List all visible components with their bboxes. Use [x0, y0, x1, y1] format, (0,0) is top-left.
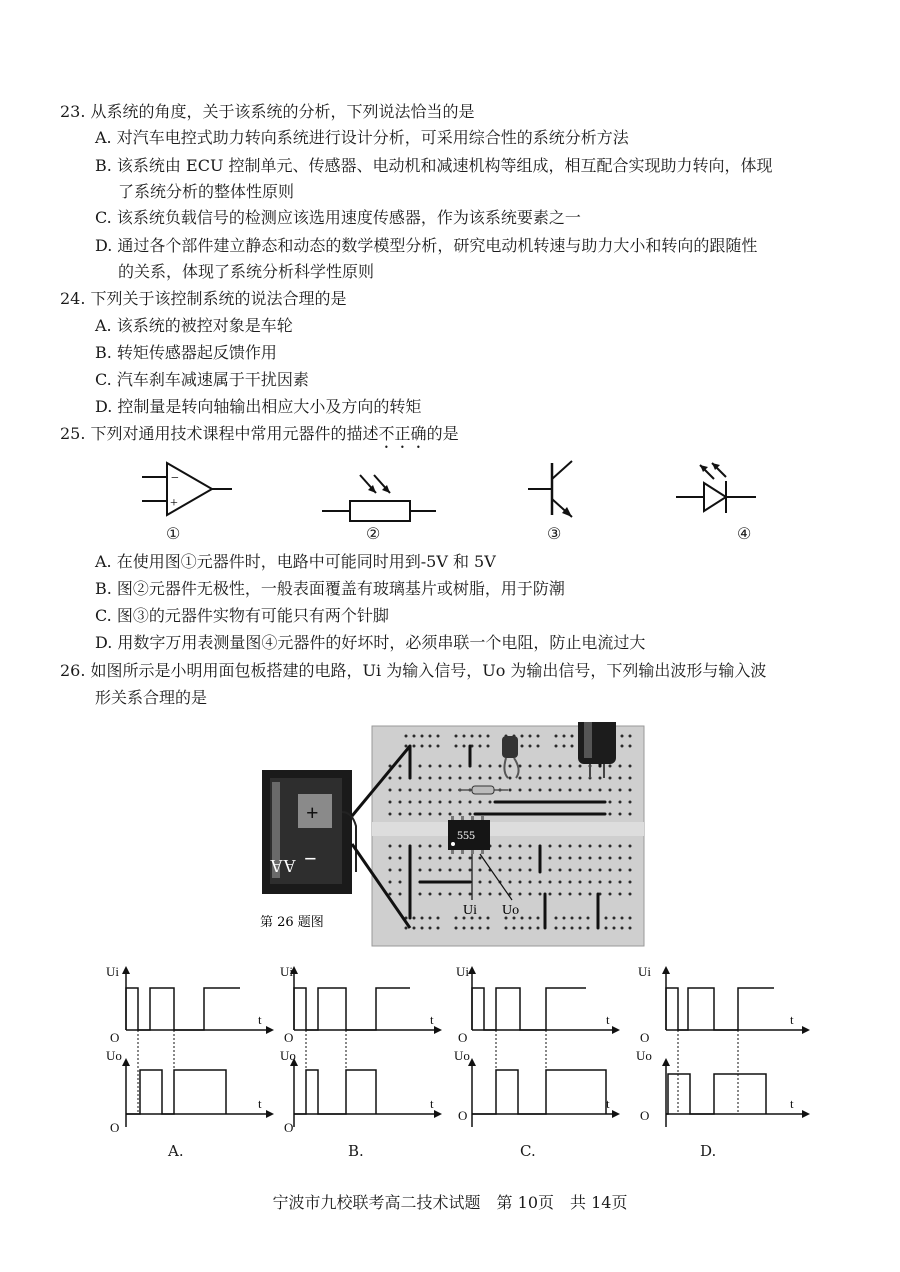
- q25-option-d: D. 用数字万用表测量图④元器件的好坏时，必须串联一个电阻，防止电流过大: [95, 633, 646, 652]
- wave-a-t1: t: [258, 1012, 262, 1027]
- wave-c-o2: O: [458, 1108, 468, 1123]
- wave-c-ui: Ui: [456, 964, 469, 979]
- waveform-option-d: [662, 966, 810, 1127]
- symbol-label-3: ③: [547, 524, 562, 543]
- wave-a-o1: O: [110, 1030, 120, 1045]
- wave-c-o1: O: [458, 1030, 468, 1045]
- q25-stem-after: 的是: [426, 424, 459, 443]
- waveform-option-b: [290, 966, 442, 1127]
- wave-c-t2: t: [606, 1096, 610, 1111]
- symbol-label-2: ②: [366, 524, 381, 543]
- q25-option-c: C. 图③的元器件实物有可能只有两个针脚: [95, 606, 389, 625]
- choice-label-d: D.: [700, 1142, 717, 1160]
- battery-minus: −: [304, 846, 317, 871]
- q23-option-b-cont: 了系统分析的整体性原则: [118, 182, 295, 201]
- battery-plus: +: [306, 800, 319, 825]
- wave-b-o2: O: [284, 1120, 294, 1135]
- q24-option-d: D. 控制量是转向轴输出相应大小及方向的转矩: [95, 397, 422, 416]
- waveform-choices: [100, 962, 820, 1137]
- wave-a-ui: Ui: [106, 964, 119, 979]
- opamp-symbol-icon: [142, 463, 232, 515]
- choice-label-a: A.: [168, 1142, 184, 1160]
- opamp-plus: +: [170, 496, 178, 511]
- wave-d-o1: O: [640, 1030, 650, 1045]
- q25-symbols: [130, 455, 770, 545]
- wave-c-t1: t: [606, 1012, 610, 1027]
- bb-ui-label: Ui: [463, 903, 477, 918]
- q25-stem-before: 25. 下列对通用技术课程中常用元器件的描述: [60, 424, 379, 443]
- wave-a-uo: Uo: [106, 1048, 122, 1063]
- figure-caption: 第 26 题图: [260, 915, 324, 930]
- transistor-symbol-icon: [528, 461, 572, 517]
- battery-holder: [262, 770, 356, 894]
- waveform-option-c: [468, 966, 620, 1127]
- q23-option-c: C. 该系统负载信号的检测应该选用速度传感器，作为该系统要素之一: [95, 208, 581, 227]
- q23-option-a: A. 对汽车电控式助力转向系统进行设计分析，可采用综合性的系统分析方法: [95, 128, 629, 147]
- wave-d-uo: Uo: [636, 1048, 652, 1063]
- wave-b-uo: Uo: [280, 1048, 296, 1063]
- waveform-option-a: [122, 966, 274, 1127]
- wave-d-t2: t: [790, 1096, 794, 1111]
- q23-option-b: B. 该系统由 ECU 控制单元、传感器、电动机和减速机构等组成，相互配合实现助力转向，体现: [95, 156, 773, 175]
- wave-b-ui: Ui: [280, 964, 293, 979]
- bb-uo-label: Uo: [502, 903, 520, 918]
- led-symbol-icon: [676, 463, 756, 513]
- wave-b-t2: t: [430, 1096, 434, 1111]
- symbol-label-1: ①: [166, 524, 181, 543]
- q25-stem: [60, 423, 459, 452]
- wave-d-t1: t: [790, 1012, 794, 1027]
- battery-label: AA: [270, 856, 296, 876]
- q23-option-d-cont: 的关系，体现了系统分析科学性原则: [118, 262, 375, 281]
- photoresistor-symbol-icon: [322, 475, 436, 521]
- wave-a-o2: O: [110, 1120, 120, 1135]
- chip-label: 555: [457, 828, 475, 842]
- waveform-labels: [106, 964, 794, 1135]
- q26-stem: 26. 如图所示是小明用面包板搭建的电路，Ui 为输入信号，Uo 为输出信号，下列输出波形与输入波: [60, 661, 767, 680]
- q23-option-d: D. 通过各个部件建立静态和动态的数学模型分析，研究电动机转速与助力大小和转向的跟随性: [95, 236, 758, 255]
- page-footer: 宁波市九校联考高二技术试题 第 10页 共 14页: [272, 1193, 628, 1212]
- symbol-label-4: ④: [737, 524, 752, 543]
- q24-option-a: A. 该系统的被控对象是车轮: [95, 316, 293, 335]
- q24-option-c: C. 汽车刹车减速属于干扰因素: [95, 370, 309, 389]
- q24-stem: 24. 下列关于该控制系统的说法合理的是: [60, 289, 347, 308]
- wave-a-t2: t: [258, 1096, 262, 1111]
- wave-c-uo: Uo: [454, 1048, 470, 1063]
- choice-label-b: B.: [348, 1142, 364, 1160]
- q23-stem: 23. 从系统的角度，关于该系统的分析，下列说法恰当的是: [60, 102, 475, 121]
- opamp-minus: −: [171, 471, 179, 486]
- q25-option-a: A. 在使用图①元器件时，电路中可能同时用到-5V 和 5V: [95, 552, 496, 571]
- breadboard-figure: [260, 722, 650, 950]
- breadboard-channel: [372, 822, 644, 836]
- q25-option-b: B. 图②元器件无极性，一般表面覆盖有玻璃基片或树脂，用于防潮: [95, 579, 565, 598]
- q24-option-b: B. 转矩传感器起反馈作用: [95, 343, 277, 362]
- wave-d-ui: Ui: [638, 964, 651, 979]
- wave-d-o2: O: [640, 1108, 650, 1123]
- ic-555-chip: [448, 816, 490, 854]
- q25-stem-emphasis: 不正确: [378, 424, 427, 443]
- wave-b-o1: O: [284, 1030, 294, 1045]
- choice-label-c: C.: [520, 1142, 536, 1160]
- q26-stem-cont: 形关系合理的是: [95, 688, 208, 707]
- wave-b-t1: t: [430, 1012, 434, 1027]
